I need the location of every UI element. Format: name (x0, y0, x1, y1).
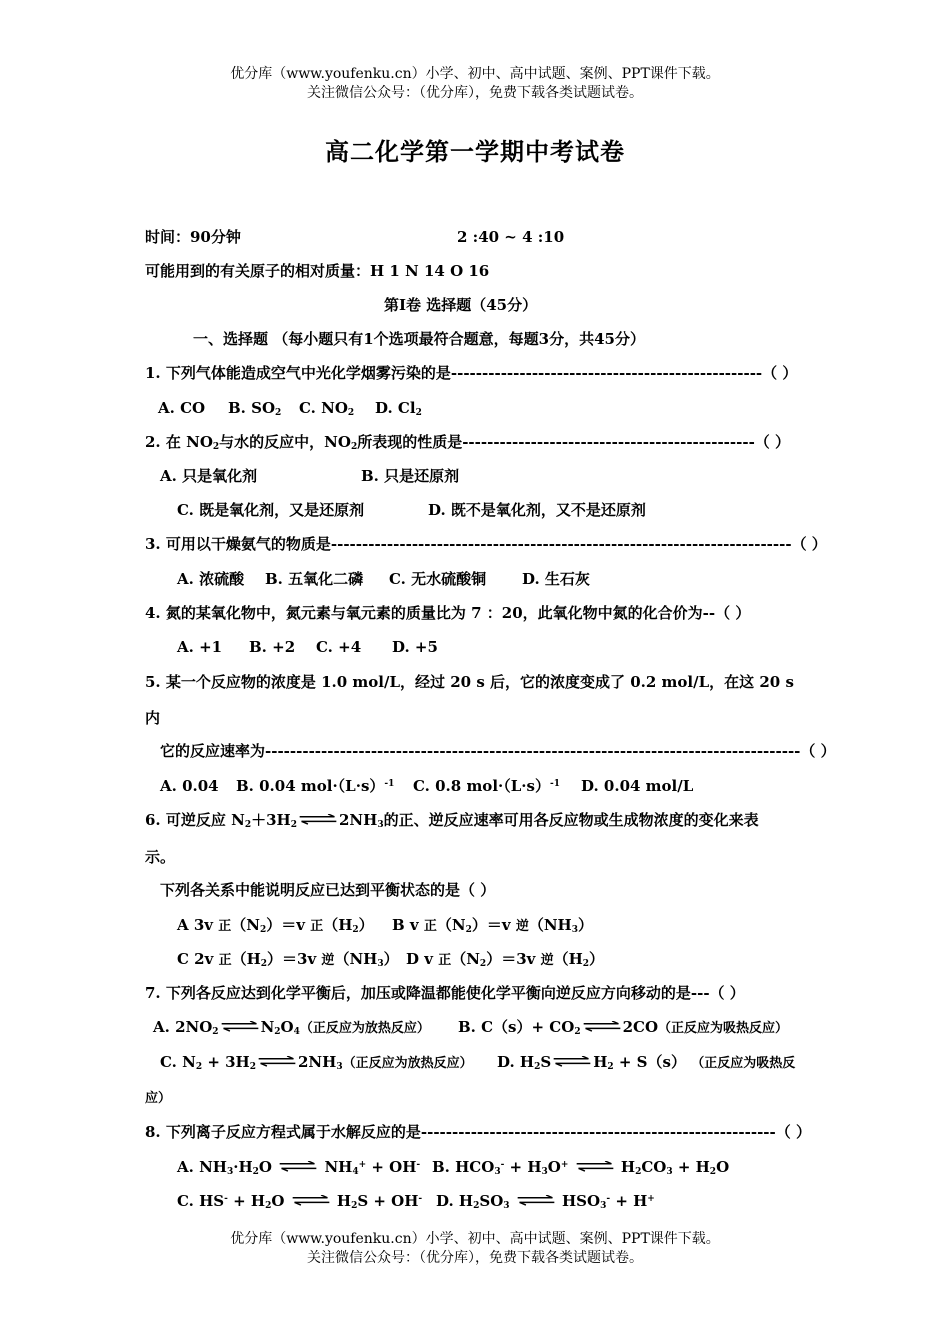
equilibrium-arrow (257, 1056, 297, 1065)
equilibrium-arrow (298, 814, 338, 823)
q2-option-b: B. 只是还原剂 (361, 467, 460, 485)
q8-option-a: A. $NH_3\cdot H_2O$ $NH_4^+ + OH^-$ (177, 1158, 421, 1177)
q6-option-c: C 2v 正$(H_2)=3v$ 逆$(NH_3)$ (177, 950, 399, 969)
q4-option-d: D. +5 (392, 638, 438, 656)
q2-option-d: D. 既不是氧化剂，又不是还原剂 (428, 501, 646, 519)
q1-stem: 1. 下列气体能造成空气中光化学烟雾污染的是--------------------------------------------------（ ） (145, 364, 798, 382)
q2-option-a: A. 只是氧化剂 (160, 467, 258, 485)
equilibrium-arrow (291, 1195, 331, 1204)
page-title: 高二化学第一学期中考试卷 (325, 137, 625, 166)
equilibrium-arrow (582, 1021, 622, 1030)
q6-option-d: D v 正$(N_2)=3v$ 逆$(H_2)$ (406, 950, 605, 969)
q8-option-d: D. $H_2SO_3$ $HSO_3^- + H^+$ (436, 1192, 655, 1211)
q7-option-d: D. $H_2S$ $H_2 + S(s)$ （正反应为吸热反 (497, 1053, 796, 1072)
exam-time: 时间：90分钟 (145, 228, 241, 246)
q4-stem: 4. 氮的某氧化物中，氮元素与氧元素的质量比为 7 ：20，此氧化物中氮的化合价为--（ ） (145, 604, 751, 622)
q5-option-a: A. 0.04 (160, 777, 219, 795)
equilibrium-arrow (220, 1021, 260, 1030)
q1-option-a: A. CO (158, 399, 206, 417)
q6-stem-line3: 下列各关系中能说明反应已达到平衡状态的是（ ） (160, 881, 496, 899)
q6-stem-line1: 6. 可逆反应 $N_2+3H_2$ $2NH_3$的正、逆反应速率可用各反应物或生成物浓度的变化来表 (145, 811, 759, 830)
equilibrium-arrow (516, 1195, 556, 1204)
q6-option-b: B v 正$(N_2)=v$ 逆$(NH_3)$ (392, 916, 593, 935)
q6-option-a: A 3v 正$(N_2)=v$ 正$(H_2)$ (177, 916, 374, 935)
q3-option-c: C. 无水硫酸铜 (389, 570, 487, 588)
equilibrium-arrow (575, 1161, 615, 1170)
q5-option-c: C. 0.8 $mol\cdot(L\cdot s)^{-1}$ (413, 777, 560, 795)
header-line-1: 优分库（www.youfenku.cn）小学、初中、高中试题、案例、PPT课件下载。 (230, 66, 720, 82)
q5-stem-line2: 内 (145, 709, 161, 727)
q7-option-a: A. $2NO_2$ $N_2O_4$（正反应为放热反应） (153, 1018, 430, 1037)
q7-stem: 7. 下列各反应达到化学平衡后，加压或降温都能使化学平衡向逆反应方向移动的是---（ ） (145, 984, 745, 1002)
q7-option-b: B. $C(s)+ CO_2$ 2CO（正反应为吸热反应） (458, 1018, 789, 1037)
q1-option-c: C. $NO_2$ (299, 399, 355, 418)
q1-option-d: D. $Cl_2$ (375, 399, 422, 418)
q7-option-c: C. $N_2 + 3H_2$ $2NH_3$（正反应为放热反应） (160, 1053, 473, 1072)
q5-stem-line3: 它的反应速率为--------------------------------------------------------------------------------------（ ） (160, 742, 836, 760)
q3-option-d: D. 生石灰 (522, 570, 590, 588)
q2-stem: 2. 在 $NO_2$与水的反应中，$NO_2$所表现的性质是-----------------------------------------------（ ） (145, 433, 791, 452)
footer-line-1: 优分库（www.youfenku.cn）小学、初中、高中试题、案例、PPT课件下载。 (230, 1231, 720, 1247)
q5-stem-line1: 5. 某一个反应物的浓度是 1.0 mol/L，经过 20 s 后，它的浓度变成了 0.2 mol/L，在这 20 s (145, 673, 794, 691)
equilibrium-arrow (552, 1056, 592, 1065)
header-line-2: 关注微信公众号：（优分库），免费下载各类试题试卷。 (307, 85, 643, 101)
exam-slot: 2 :40 ~ 4 :10 (457, 228, 565, 246)
q6-stem-line2: 示。 (145, 848, 176, 866)
equilibrium-arrow (278, 1161, 318, 1170)
q8-option-b: B. $HCO_3^- + H_3O^+$ $H_2CO_3 + H_2O$ (432, 1158, 730, 1177)
q3-option-b: B. 五氧化二磷 (265, 570, 364, 588)
q5-option-b: B. 0.04 $mol\cdot(L\cdot s)^{-1}$ (236, 777, 395, 795)
section-instruction: 一、选择题 （每小题只有1个选项最符合题意，每题3分，共45分） (193, 330, 645, 348)
q8-option-c: C. $HS^- + H_2O$ $H_2S + OH^-$ (177, 1192, 423, 1211)
q3-stem: 3. 可用以干燥氨气的物质是--------------------------------------------------------------------------（ ） (145, 535, 827, 553)
q4-option-b: B. +2 (249, 638, 296, 656)
q3-option-a: A. 浓硫酸 (177, 570, 245, 588)
section-title: 第Ⅰ卷 选择题（45分） (384, 296, 538, 314)
q4-option-c: C. +4 (316, 638, 362, 656)
q2-option-c: C. 既是氧化剂，又是还原剂 (177, 501, 365, 519)
q4-option-a: A. +1 (177, 638, 223, 656)
footer-line-2: 关注微信公众号：（优分库），免费下载各类试题试卷。 (307, 1250, 643, 1266)
q7-option-d-cont: 应） (145, 1091, 172, 1106)
q8-stem: 8. 下列离子反应方程式属于水解反应的是---------------------------------------------------------（ ） (145, 1123, 811, 1141)
q1-option-b: B. $SO_2$ (228, 399, 282, 418)
atomic-masses: 可能用到的有关原子的相对质量：H 1 N 14 O 16 (145, 262, 490, 280)
q5-option-d: D. 0.04 mol/L (581, 777, 694, 795)
